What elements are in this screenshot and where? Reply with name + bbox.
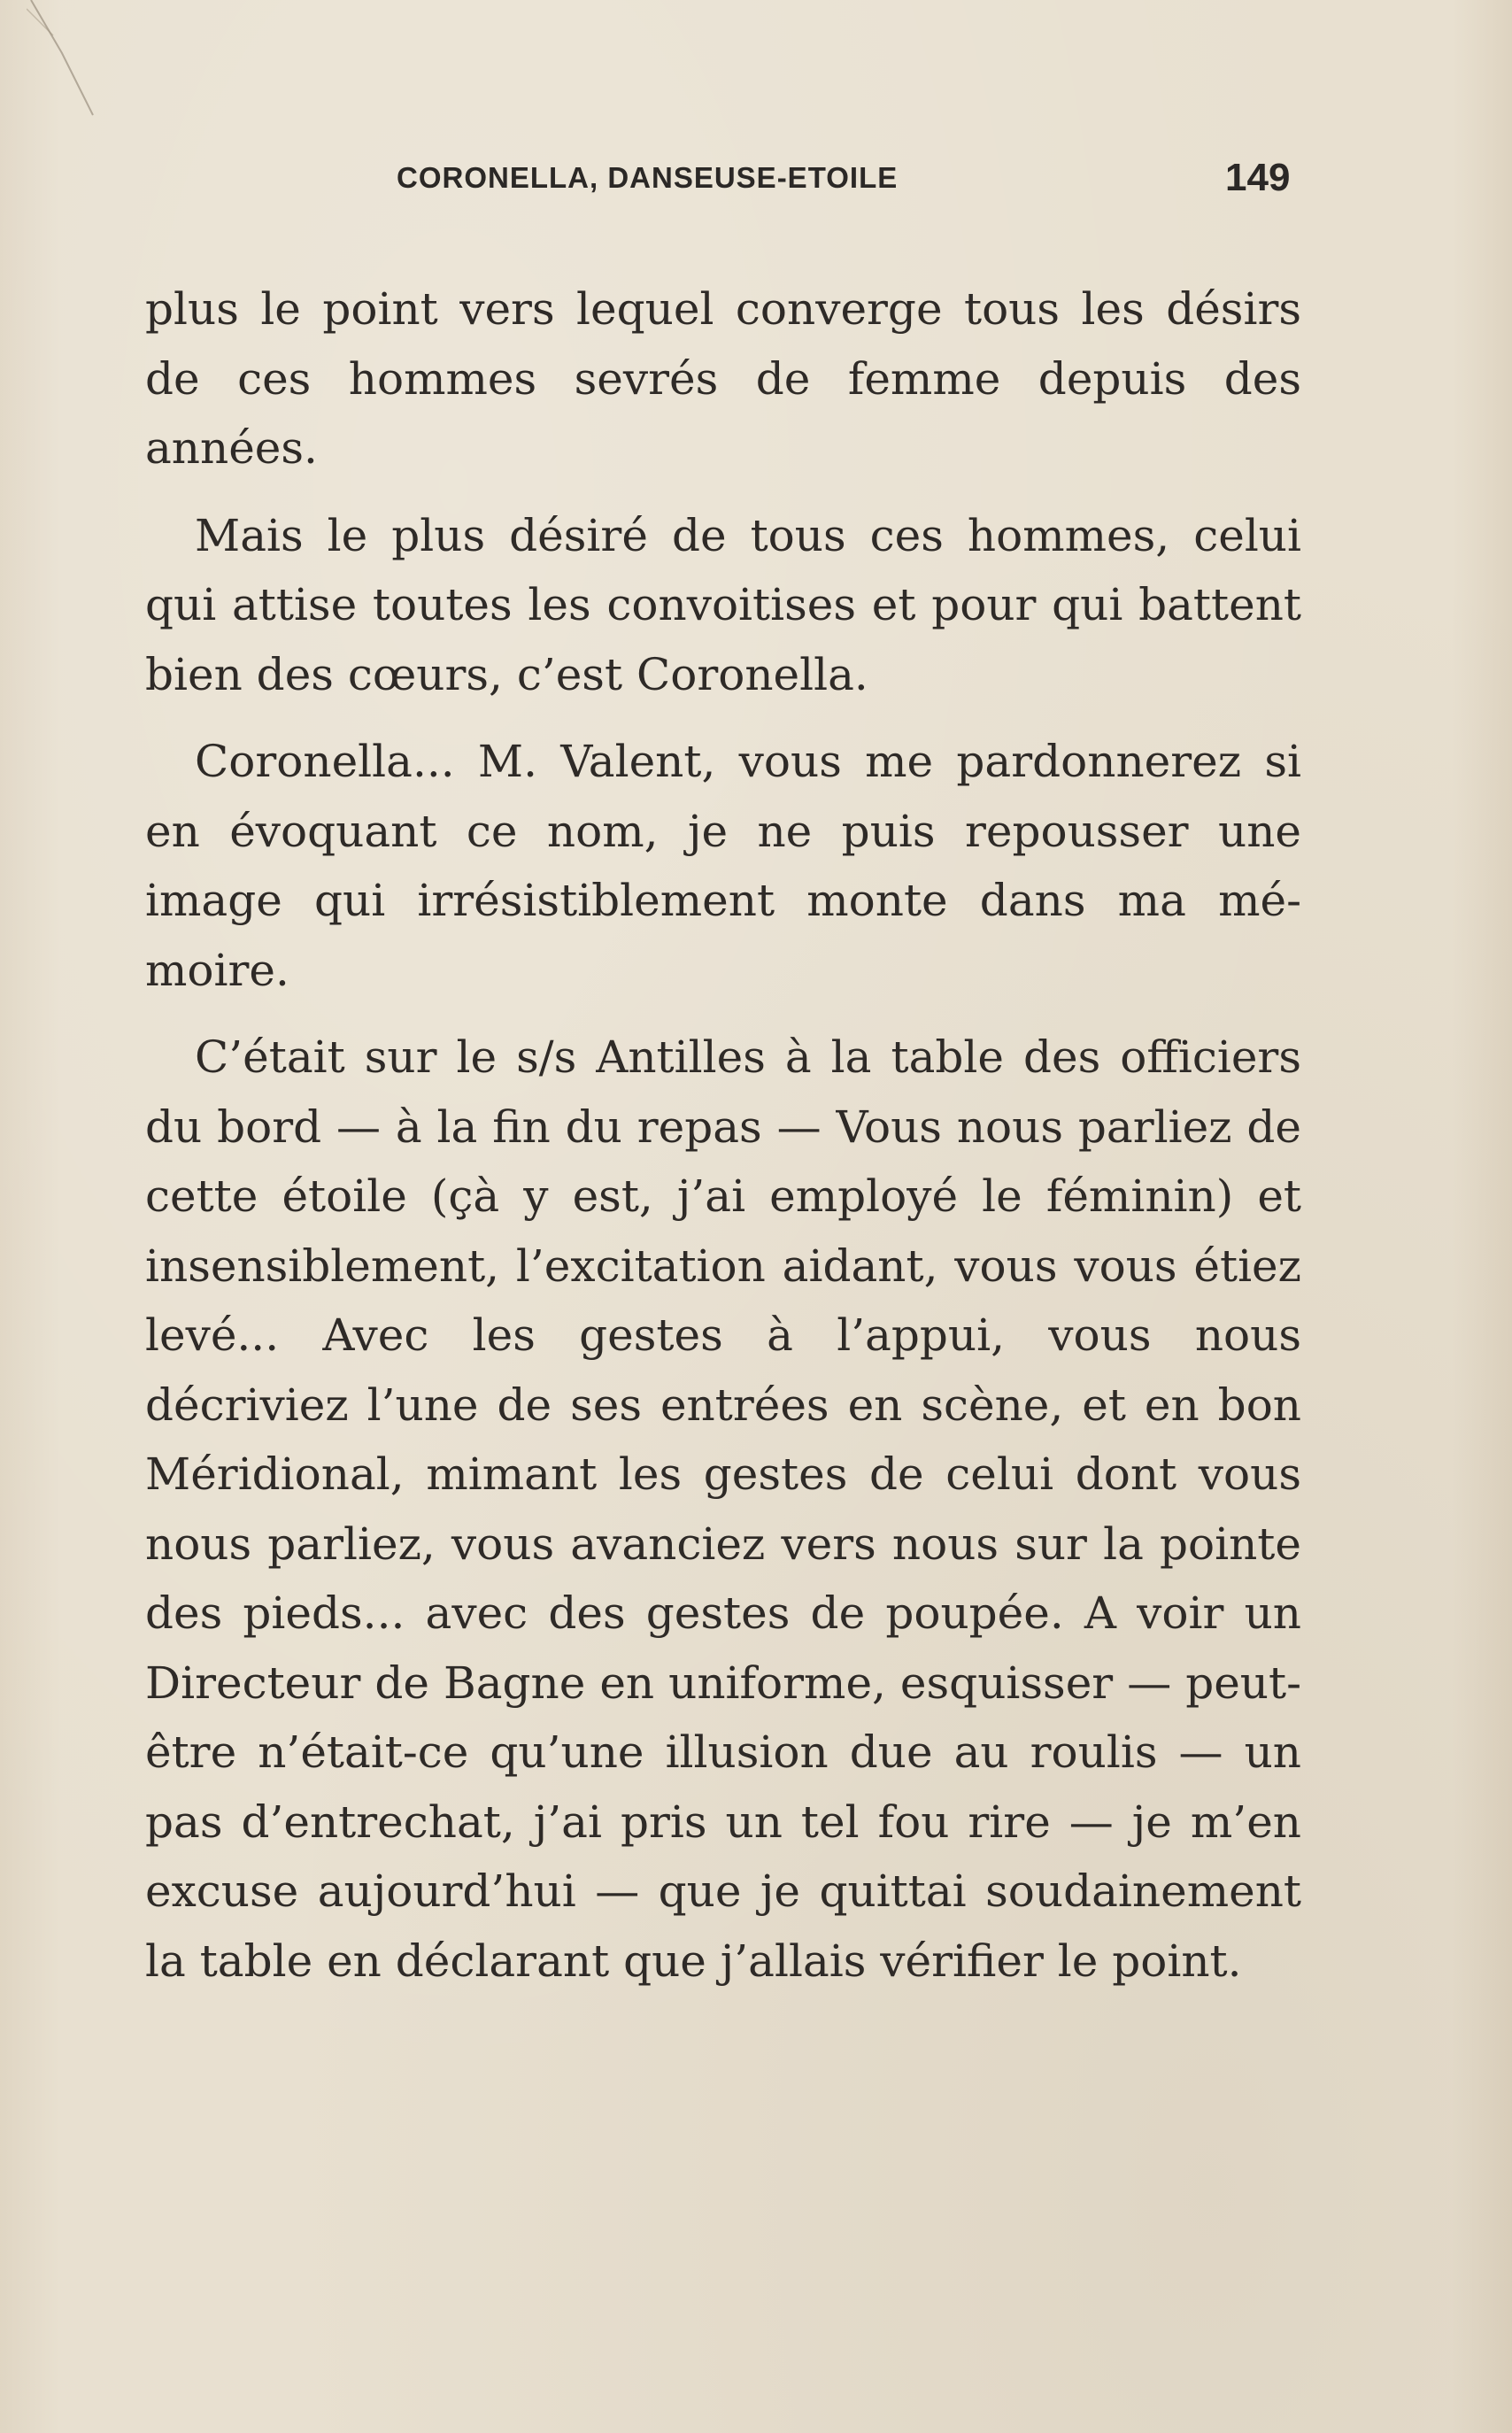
- page-crease-mark: [27, 0, 133, 177]
- paragraph-3: Coronella... M. Valent, vous me pardonnerez si en évoquant ce nom, je ne puis repousser une image qui irrésistiblement monte dans ma mémoire.: [145, 736, 1301, 996]
- paragraph-1: plus le point vers lequel converge tous les désirs de ces hommes sevrés de femme depuis des années.: [145, 283, 1301, 474]
- body-text: [145, 274, 1301, 1996]
- page-header: [0, 152, 1512, 205]
- running-head: CORONELLA, DANSEUSE-ETOILE: [397, 161, 899, 194]
- paragraph-2: Mais le plus désiré de tous ces hommes, celui qui attise toutes les convoitises et pour qui battent bien des cœurs, c’est Coronella.: [145, 509, 1301, 700]
- paragraph-4: C’était sur le s/s Antilles à la table des officiers du bord — à la fin du repas — Vous nous parliez de cette étoile (çà y est, j’ai employé le féminin) et insensiblement, l’excitation aidant, vous vous étiez levé... Avec les gestes à l’appui, vous nous décriviez l’une de ses entrées en scène, et en bon Méridional, mimant les gestes de celui dont vous nous parliez, vous avanciez vers nous sur la pointe des pieds... avec des gestes de poupée. A voir un Directeur de Bagne en uniforme, esquisser — peut-être n’était-ce qu’une illusion due au roulis — un pas d’entrechat, j’ai pris un tel fou rire — je m’en excuse aujourd’hui — que je quittai soudainement la table en déclarant que j’allais vérifier le point.: [145, 1031, 1301, 1987]
- page-number: 149: [1225, 156, 1291, 199]
